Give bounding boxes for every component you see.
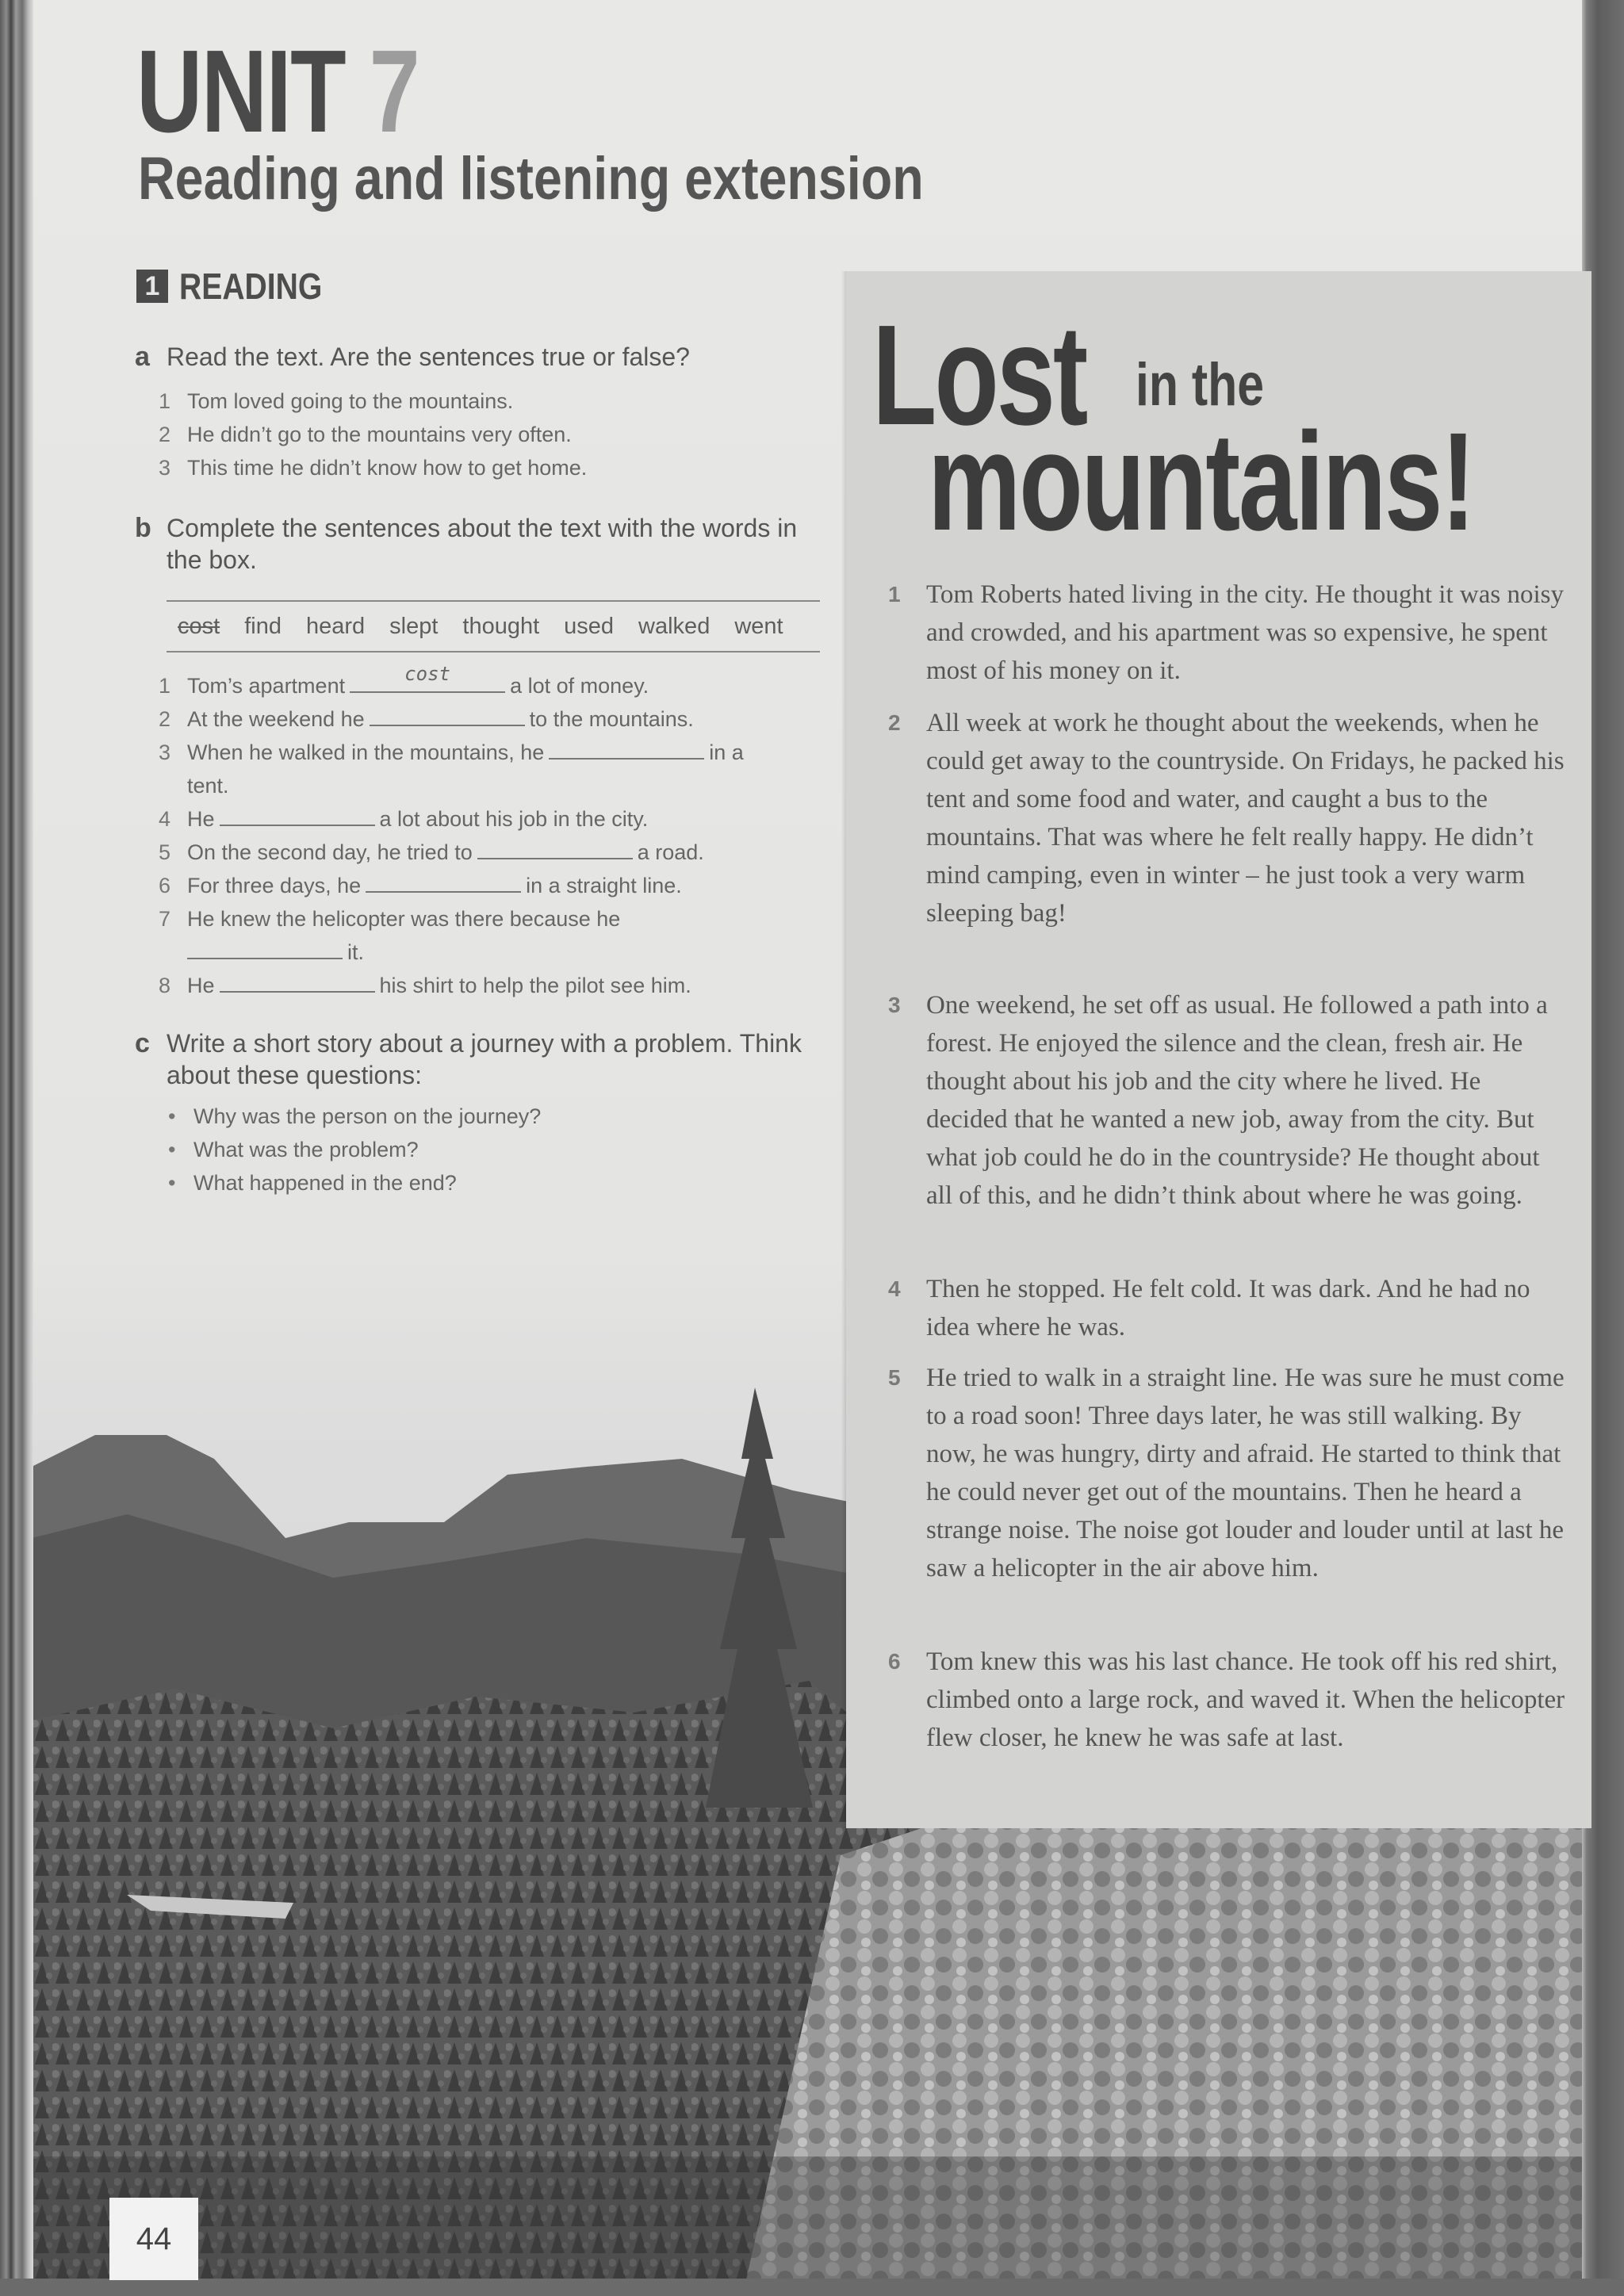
- answer-blank[interactable]: [477, 837, 633, 859]
- word-box-word: used: [564, 613, 615, 639]
- item-number: 3: [159, 456, 171, 480]
- word-box-word: walked: [638, 613, 710, 639]
- answer-blank[interactable]: [187, 937, 343, 959]
- gap-fill-item: [159, 803, 648, 835]
- page-bottom-edge: [0, 2279, 1624, 2296]
- paragraph-number: 6: [888, 1649, 901, 1674]
- bullet-question: • What was the problem?: [193, 1134, 419, 1165]
- story-paragraph: [888, 1643, 1568, 1757]
- story-paragraph: [888, 576, 1568, 690]
- item-text: it.: [347, 940, 365, 964]
- paragraph-number: 4: [888, 1276, 901, 1301]
- story-title-lost: Lost: [872, 296, 1086, 455]
- unit-title: [136, 26, 419, 157]
- item-text: in a straight line.: [526, 874, 682, 897]
- item-number: 1: [159, 674, 171, 698]
- story-paragraph: [888, 986, 1568, 1215]
- task-letter: a: [135, 342, 150, 372]
- word-box-word: heard: [305, 613, 366, 639]
- item-text: He: [187, 807, 215, 831]
- list-item: [159, 385, 513, 417]
- story-paragraph: [888, 704, 1568, 932]
- story-paragraph: [888, 1270, 1568, 1346]
- section-heading: [136, 266, 347, 307]
- story-title-mountains: mountains!: [928, 404, 1474, 560]
- item-text: his shirt to help the pilot see him.: [379, 974, 691, 997]
- task-instruction: Read the text. Are the sentences true or false?: [167, 342, 690, 371]
- paragraph-number: 5: [888, 1365, 901, 1390]
- paragraph-text: Tom knew this was his last chance. He took off his red shirt, climbed onto a large rock, and waved it. When the helicopter flew closer, he knew he was safe at last.: [926, 1647, 1565, 1752]
- task-a: [135, 341, 833, 373]
- answer-blank[interactable]: [220, 970, 375, 993]
- item-text: At the weekend he: [187, 707, 365, 731]
- gap-fill-item: [159, 870, 682, 901]
- item-text: to the mountains.: [529, 707, 694, 731]
- word-box-word: find: [244, 613, 282, 639]
- task-letter: b: [135, 513, 151, 543]
- item-text: a lot of money.: [510, 674, 649, 698]
- task-letter: c: [135, 1028, 150, 1058]
- gap-fill-continuation: [187, 936, 364, 968]
- item-text: tent.: [187, 774, 229, 798]
- item-text: This time he didn’t know how to get home.: [187, 456, 588, 480]
- item-text: On the second day, he tried to: [187, 840, 473, 864]
- gap-fill-item: [159, 663, 649, 702]
- page-number-box: [109, 2198, 198, 2280]
- answer-blank[interactable]: [366, 871, 521, 893]
- item-number: 8: [159, 974, 171, 997]
- page-subtitle: Reading and listening extension: [138, 145, 924, 212]
- item-number: 7: [159, 907, 171, 931]
- story-title-in-the: in the: [1136, 351, 1265, 419]
- item-text: a lot about his job in the city.: [379, 807, 649, 831]
- gap-fill-item: [159, 703, 694, 735]
- list-item: [159, 419, 572, 450]
- gap-fill-continuation: [187, 770, 229, 802]
- bullet-question: • What happened in the end?: [193, 1167, 457, 1199]
- gap-fill-item: [159, 737, 744, 768]
- item-number: 5: [159, 840, 171, 864]
- item-number: 2: [159, 707, 171, 731]
- paragraph-text: Tom Roberts hated living in the city. He thought it was noisy and crowded, and his apartment was so expensive, he spent most of his money on it.: [926, 580, 1564, 685]
- section-label: READING: [179, 266, 323, 307]
- item-text: He didn’t go to the mountains very often.: [187, 423, 572, 446]
- word-box-word: slept: [389, 613, 439, 639]
- paragraph-text: He tried to walk in a straight line. He was sure he must come to a road soon! Three days later, he was still walking. By now, he was hungry, dirty and afraid. He started to think that he could never get out of the mountains. Then he heard a strange noise. The noise got louder and louder until at last he saw a helicopter in the air above him.: [926, 1364, 1565, 1582]
- answer-blank[interactable]: [220, 804, 375, 826]
- task-instruction: Complete the sentences about the text with the words in the box.: [167, 514, 798, 574]
- section-number: 1: [136, 270, 168, 303]
- task-instruction: Write a short story about a journey with a problem. Think about these questions:: [167, 1029, 802, 1089]
- answer-blank[interactable]: [549, 737, 704, 760]
- paragraph-text: Then he stopped. He felt cold. It was dark. And he had no idea where he was.: [926, 1275, 1530, 1341]
- word-box-word: cost: [178, 613, 220, 639]
- paragraph-number: 1: [888, 582, 901, 607]
- item-number: 6: [159, 874, 171, 897]
- list-item: [159, 452, 587, 484]
- word-box: [167, 600, 820, 652]
- unit-number: 7: [369, 26, 419, 157]
- item-text: Tom’s apartment: [187, 674, 346, 698]
- word-box-word: went: [734, 613, 783, 639]
- answer-blank[interactable]: [370, 704, 525, 726]
- gap-fill-item: [159, 903, 620, 935]
- word-box-word: thought: [462, 613, 540, 639]
- item-text: in a: [709, 740, 744, 764]
- item-number: 2: [159, 423, 171, 446]
- item-text: He: [187, 974, 215, 997]
- answer-blank[interactable]: [350, 663, 505, 693]
- item-text: Tom loved going to the mountains.: [187, 389, 514, 413]
- paragraph-text: One weekend, he set off as usual. He followed a path into a forest. He enjoyed the silence and the clean, fresh air. He thought about his job and the city where he lived. He decided that he wanted a new job, away from the city. But what job could he do in the countryside? He thought about all of this, and he didn’t think about where he was going.: [926, 991, 1548, 1210]
- item-text: For three days, he: [187, 874, 362, 897]
- answer-text: cost: [404, 663, 450, 685]
- paragraph-number: 2: [888, 710, 901, 735]
- bullet-question: • Why was the person on the journey?: [193, 1100, 541, 1132]
- story-paragraph: [888, 1359, 1568, 1587]
- item-text: a road.: [637, 840, 704, 864]
- paragraph-number: 3: [888, 993, 901, 1017]
- paragraph-text: All week at work he thought about the weekends, when he could get away to the countryside. On Fridays, he packed his tent and some food and water, and caught a bus to the mountains. That was where he felt really happy. He didn’t mind camping, even in winter – he just took a very warm sleeping bag!: [926, 709, 1565, 928]
- item-text: He knew the helicopter was there because he: [187, 907, 621, 931]
- page-binding-edge: [0, 0, 33, 2296]
- item-number: 1: [159, 389, 171, 413]
- item-number: 4: [159, 807, 171, 831]
- gap-fill-item: [159, 836, 704, 868]
- unit-word: UNIT: [136, 26, 346, 157]
- task-c: [135, 1027, 833, 1091]
- item-text: When he walked in the mountains, he: [187, 740, 545, 764]
- gap-fill-item: [159, 970, 691, 1001]
- task-b: [135, 512, 833, 576]
- page-number: 44: [136, 2221, 172, 2256]
- item-number: 3: [159, 740, 171, 764]
